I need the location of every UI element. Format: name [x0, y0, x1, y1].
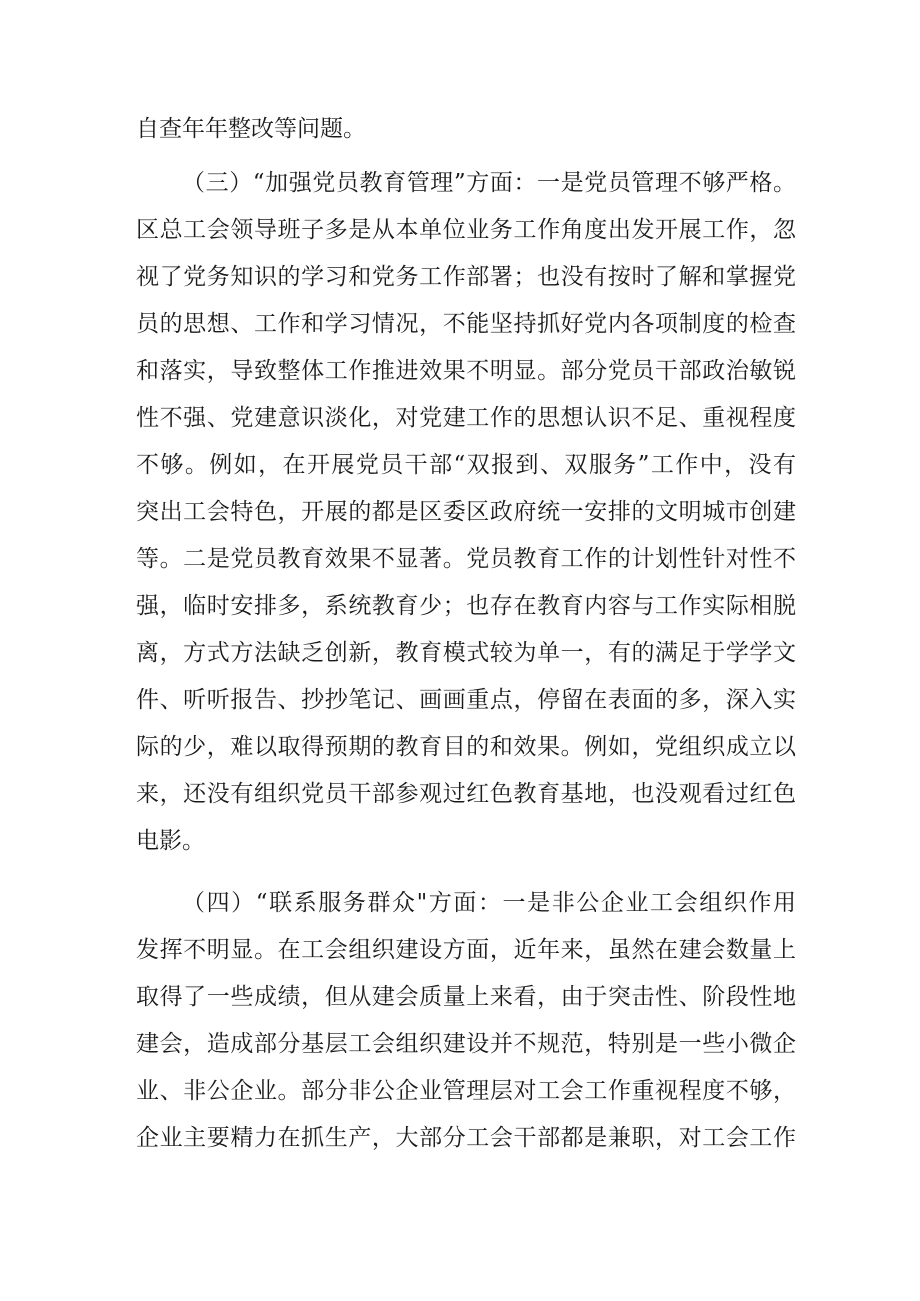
section-3-heading-line: （三）“加强党员教育管理”方面：一是党员管理不够严格。 [182, 170, 796, 196]
section-3-line-12: 件、听听报告、抄抄笔记、画画重点，停留在表面的多，深入实 [136, 687, 796, 713]
section-3-line-11: 离，方式方法缺乏创新，教育模式较为单一，有的满足于学学文 [136, 640, 796, 666]
section-3-line-4: 员的思想、工作和学习情况，不能坚持抓好党内各项制度的检查 [136, 311, 796, 337]
section-4-line-6: 企业主要精力在抓生产，大部分工会干部都是兼职，对工会工作 [136, 1125, 796, 1151]
section-3-line-8: 突出工会特色，开展的都是区委区政府统一安排的文明城市创建 [136, 499, 796, 525]
section-3-line-13: 际的少，难以取得预期的教育目的和效果。例如，党组织成立以 [136, 734, 796, 760]
section-4-line-4: 建会，造成部分基层工会组织建设并不规范，特别是一些小微企 [136, 1031, 796, 1057]
paragraph-tail-line-1: 自查年年整改等问题。 [136, 116, 366, 142]
section-3-line-7: 不够。例如，在开展党员干部“双报到、双服务”工作中，没有 [136, 452, 796, 478]
section-3-line-10: 强，临时安排多，系统教育少；也存在教育内容与工作实际相脱 [136, 593, 796, 619]
section-4-line-5: 业、非公企业。部分非公企业管理层对工会工作重视程度不够， [136, 1078, 796, 1104]
section-3-line-15: 电影。 [136, 828, 205, 854]
section-3-line-14: 来，还没有组织党员干部参观过红色教育基地，也没观看过红色 [136, 781, 796, 807]
section-3-line-9: 等。二是党员教育效果不显著。党员教育工作的计划性针对性不 [136, 546, 796, 572]
section-3-line-2: 区总工会领导班子多是从本单位业务工作角度出发开展工作，忽 [136, 217, 796, 243]
section-4-line-2: 发挥不明显。在工会组织建设方面，近年来，虽然在建会数量上 [136, 937, 796, 963]
section-3-line-6: 性不强、党建意识淡化，对党建工作的思想认识不足、重视程度 [136, 405, 796, 431]
section-4-heading-line: （四）“联系服务群众"方面：一是非公企业工会组织作用 [182, 890, 796, 916]
section-3-line-3: 视了党务知识的学习和党务工作部署；也没有按时了解和掌握党 [136, 264, 796, 290]
section-3-line-5: 和落实，导致整体工作推进效果不明显。部分党员干部政治敏锐 [136, 358, 796, 384]
section-4-line-3: 取得了一些成绩，但从建会质量上来看，由于突击性、阶段性地 [136, 984, 796, 1010]
